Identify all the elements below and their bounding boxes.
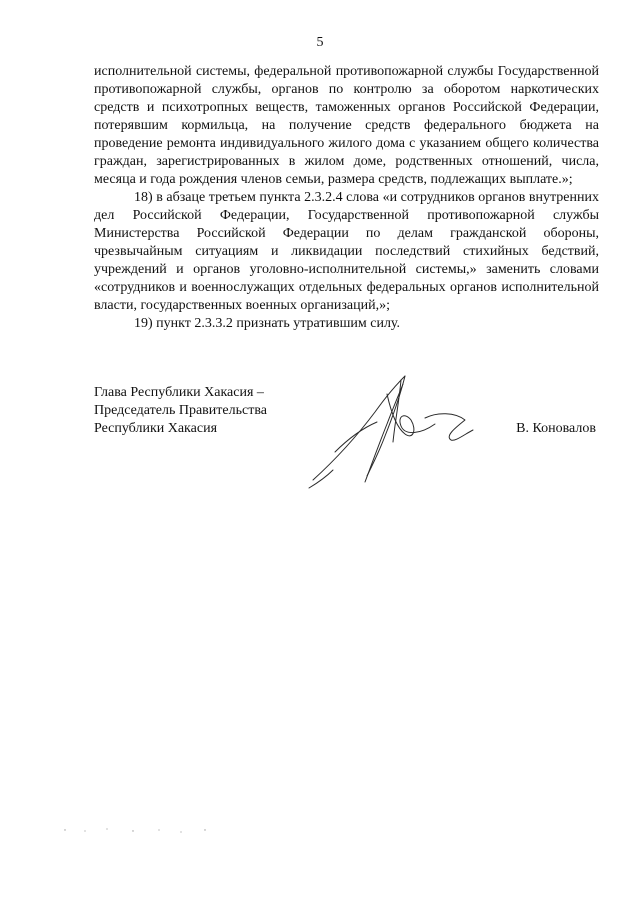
scan-artifacts [55,822,255,842]
signatory-title-line: Республики Хакасия [94,421,218,436]
document-body [94,63,599,333]
signer-name: В. Коновалов [516,421,596,436]
signatory-title-line: Глава Республики Хакасия – [94,385,264,400]
paragraph-item-18: 18) в абзаце третьем пункта 2.3.2.4 слова «и сотрудников органов внутренних дел Российской Федерации, Государственной противопожарной службы Министерства Российской Федерации по делам гражданской обороны, чрезвычайным ситуациям и ликвидации последствий стихийных бедствий, учреждений и органов уголовно-исполнительной системы,» заменить словами «сотрудников и военнослужащих отдельных федеральных органов исполнительной власти, государственных военных организаций,»; [94,190,599,313]
handwritten-signature [305,372,505,492]
paragraph-continuation: исполнительной системы, федеральной противопожарной службы Государственной противопожарной службы, органов по контролю за оборотом наркотических средств и психотропных веществ, таможенных органов Российской Федерации, потерявшим кормильца, на получение средств федерального бюджета на проведение ремонта индивидуального жилого дома с указанием общего количества граждан, зарегистрированных в жилом доме, родственных отношений, числа, месяца и года рождения членов семьи, размера средств, подлежащих выплате.»; [94,64,599,187]
signatory-title [94,384,267,438]
signatory-title-line: Председатель Правительства [94,403,267,418]
page-number: 5 [316,35,324,50]
paragraph-item-19: 19) пункт 2.3.3.2 признать утратившим силу. [134,316,401,331]
